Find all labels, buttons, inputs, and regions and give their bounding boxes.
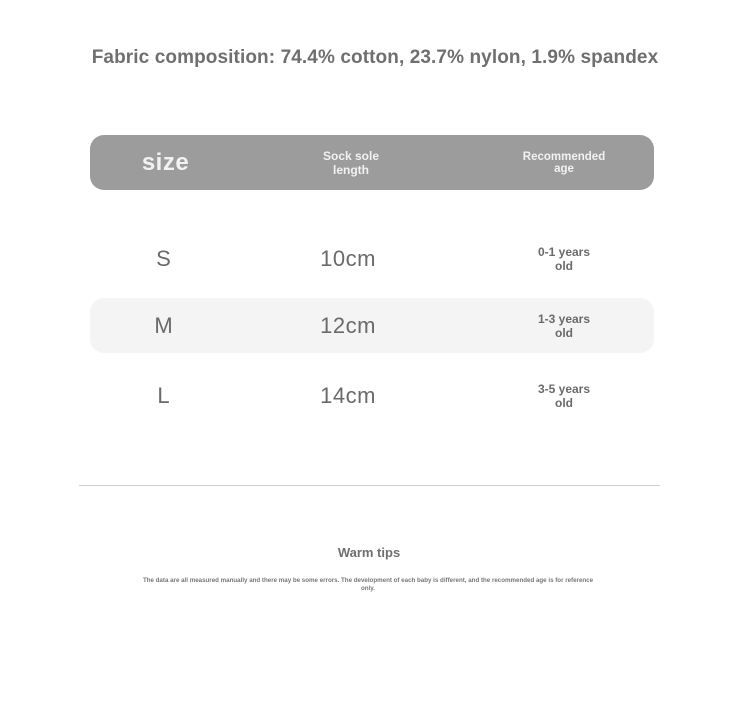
row-age-line2: old xyxy=(554,325,573,340)
header-sole-length-line2: length xyxy=(333,162,369,177)
size-table-header xyxy=(90,135,654,190)
warm-tips-text: The data are all measured manually and there may be some errors. The development of each baby is different, and the recommended age is for reference only. xyxy=(142,577,594,592)
header-sole-length xyxy=(304,135,398,190)
header-size: size xyxy=(141,148,190,176)
table-row-s xyxy=(90,231,654,286)
row-age-line1: 1-3 years xyxy=(537,311,591,326)
row-age-line1: 3-5 years xyxy=(537,381,591,396)
header-recommended-age xyxy=(514,135,614,190)
row-age xyxy=(514,231,614,286)
row-length: 10cm xyxy=(320,245,376,271)
row-age-line1: 0-1 years xyxy=(537,244,591,259)
fabric-composition: Fabric composition: 74.4% cotton, 23.7% nylon, 1.9% spandex xyxy=(91,47,659,68)
warm-tips-title: Warm tips xyxy=(337,545,401,560)
row-age-line2: old xyxy=(554,395,573,410)
row-length: 12cm xyxy=(320,312,376,338)
header-age-line1: Recommended xyxy=(522,150,606,163)
table-row-m xyxy=(90,298,654,353)
row-age-line2: old xyxy=(554,258,573,273)
row-size: S xyxy=(156,245,171,271)
section-divider xyxy=(79,485,660,486)
row-age xyxy=(514,368,614,423)
table-row-l xyxy=(90,368,654,423)
row-length: 14cm xyxy=(320,382,376,408)
row-size: L xyxy=(157,382,170,408)
header-age-line2: age xyxy=(554,162,574,175)
row-size: M xyxy=(154,312,173,338)
row-age xyxy=(514,298,614,353)
header-sole-length-line1: Sock sole xyxy=(322,148,380,163)
